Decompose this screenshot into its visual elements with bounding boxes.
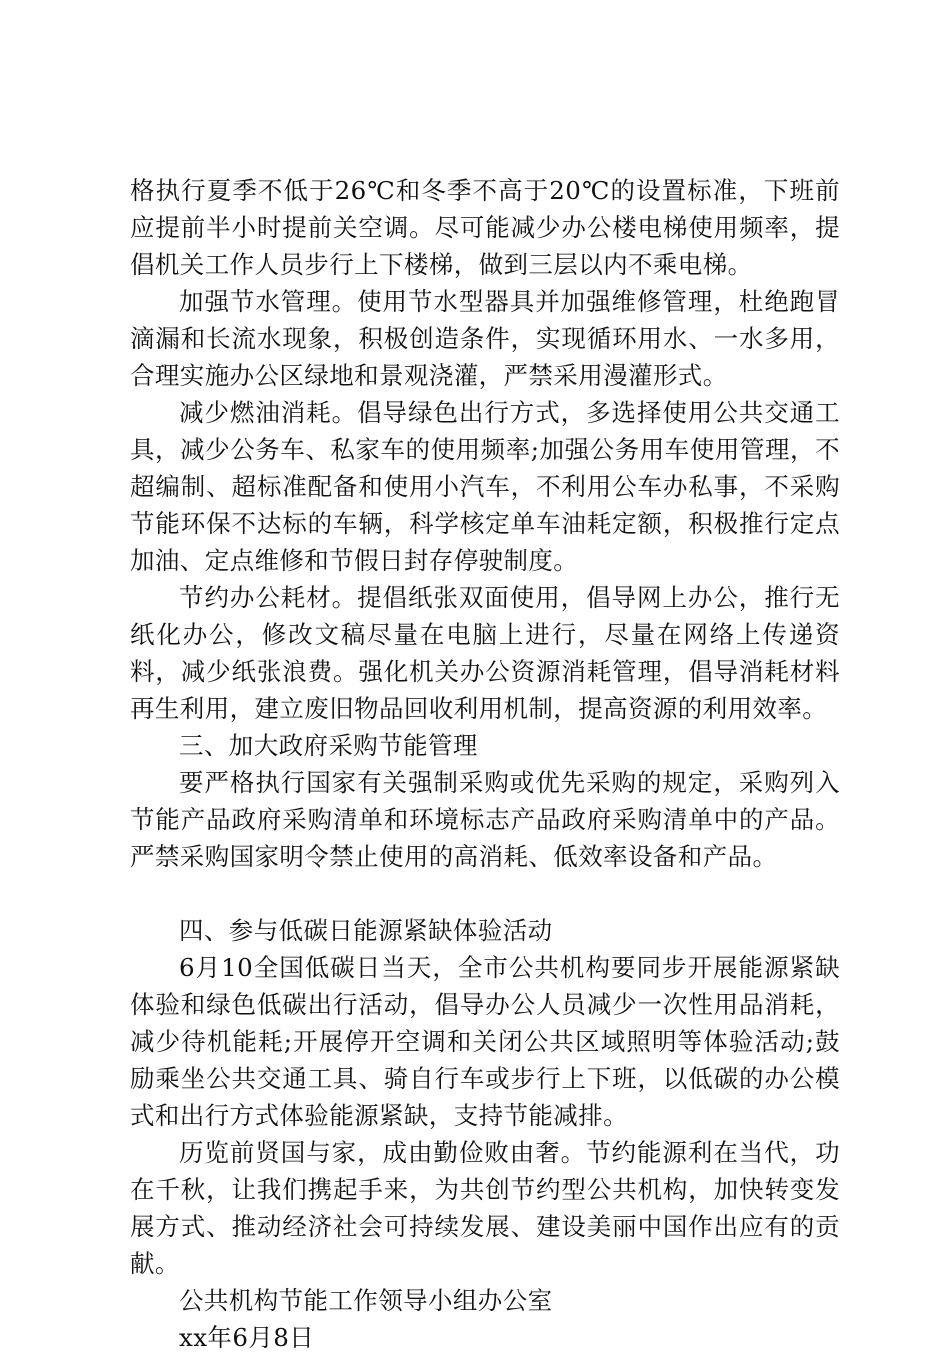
- paragraph-procurement: 要严格执行国家有关强制采购或优先采购的规定，采购列入节能产品政府采购清单和环境标志产品政府采购清单中的产品。严禁采购国家明令禁止使用的高消耗、低效率设备和产品。: [130, 768, 840, 871]
- paragraph-office-supplies: 节约办公耗材。提倡纸张双面使用，倡导网上办公，推行无纸化办公，修改文稿尽量在电脑上进行，尽量在网络上传递资料，减少纸张浪费。强化机关办公资源消耗管理，倡导消耗材料再生利用，建立废旧物品回收利用机制，提高资源的利用效率。: [130, 583, 840, 723]
- signature-date: xx年6月8日: [179, 1323, 315, 1352]
- paragraph-closing: 历览前贤国与家，成由勤俭败由奢。节约能源利在当代，功在千秋，让我们携起手来，为共创节约型公共机构，加快转变发展方式、推动经济社会可持续发展、建设美丽中国作出应有的贡献。: [130, 1138, 840, 1278]
- paragraph-fuel-saving: 减少燃油消耗。倡导绿色出行方式，多选择使用公共交通工具，减少公务车、私家车的使用频率;加强公务用车使用管理，不超编制、超标准配备和使用小汽车，不利用公车办私事，不采购节能环保不达标的车辆，科学核定单车油耗定额，积极推行定点加油、定点维修和节假日封存停驶制度。: [130, 398, 840, 575]
- paragraph-low-carbon-day: 6月10全国低碳日当天，全市公共机构要同步开展能源紧缺体验和绿色低碳出行活动，倡导办公人员减少一次性用品消耗，减少待机能耗;开展停开空调和关闭公共区域照明等体验活动;鼓励乘坐公共交通工具、骑自行车或步行上下班，以低碳的办公模式和出行方式体验能源紧缺，支持节能减排。: [130, 953, 840, 1130]
- document-body: [130, 172, 840, 1356]
- paragraph-ac-temperature: 格执行夏季不低于26℃和冬季不高于20℃的设置标准，下班前应提前半小时提前关空调。尽可能减少办公楼电梯使用频率，提倡机关工作人员步行上下楼梯，做到三层以内不乘电梯。: [130, 176, 840, 279]
- section-heading-low-carbon-day: 四、参与低碳日能源紧缺体验活动: [179, 916, 553, 945]
- signature-office: 公共机构节能工作领导小组办公室: [179, 1286, 553, 1315]
- paragraph-water-saving: 加强节水管理。使用节水型器具并加强维修管理，杜绝跑冒滴漏和长流水现象，积极创造条件，实现循环用水、一水多用，合理实施办公区绿地和景观浇灌，严禁采用漫灌形式。: [130, 287, 840, 390]
- section-heading-procurement: 三、加大政府采购节能管理: [179, 731, 478, 760]
